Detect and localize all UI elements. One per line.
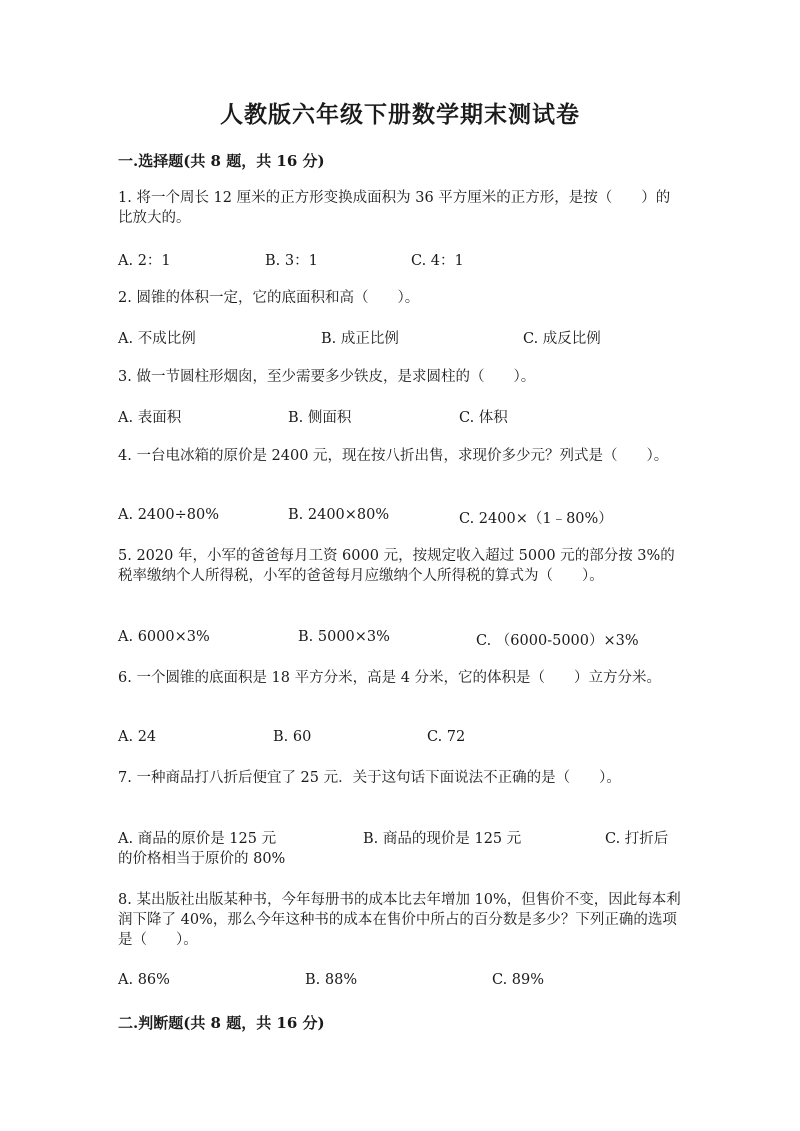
section-heading-judgment: 二.判断题(共 8 题，共 16 分) <box>118 1014 325 1032</box>
options-3 <box>118 406 683 426</box>
section-heading-choice: 一.选择题(共 8 题，共 16 分) <box>118 152 325 170</box>
options-1 <box>118 249 683 269</box>
question-3: 3. 做一节圆柱形烟囱，至少需要多少铁皮，是求圆柱的（ ）。 <box>118 369 536 385</box>
option-a: A. 表面积 <box>118 410 182 426</box>
option-b: B. 88% <box>305 972 358 988</box>
option-c: C. 成反比例 <box>523 331 601 347</box>
option-a: A. 86% <box>118 972 170 988</box>
option-c: C. 89% <box>492 972 545 988</box>
question-4: 4. 一台电冰箱的原价是 2400 元，现在按八折出售，求现价多少元？列式是（ ）。 <box>118 448 669 464</box>
option-c: C. 4：1 <box>411 253 464 269</box>
option-b: B. 商品的现价是 125 元 <box>363 831 522 847</box>
options-4 <box>118 507 683 527</box>
options-8 <box>118 972 683 992</box>
option-c: C. 打折后 <box>605 831 669 847</box>
question-5: 5. 2020 年，小军的爸爸每月工资 6000 元，按规定收入超过 5000 元的部分按 3%的税率缴纳个人所得税，小军的爸爸每月应缴纳个人所得税的算式为（ ）。 <box>118 548 675 584</box>
option-b: B. 侧面积 <box>288 410 352 426</box>
option-b: B. 2400×80% <box>288 507 390 523</box>
option-a: A. 商品的原价是 125 元 <box>118 831 277 847</box>
question-7: 7. 一种商品打八折后便宜了 25 元．关于这句话下面说法不正确的是（ ）。 <box>118 770 621 786</box>
option-b: B. 5000×3% <box>298 629 390 645</box>
option-c: C. 72 <box>427 729 466 745</box>
option-a: A. 6000×3% <box>118 629 210 645</box>
option-a: A. 2：1 <box>118 253 171 269</box>
option-c: C. 体积 <box>459 410 508 426</box>
option-a: A. 不成比例 <box>118 331 196 347</box>
option-c: C. 2400×（1﹣80%） <box>459 511 613 527</box>
option-b: B. 成正比例 <box>321 331 399 347</box>
question-8: 8. 某出版社出版某种书，今年每册书的成本比去年增加 10%，但售价不变，因此每本利润下降了 40%，那么今年这种书的成本在售价中所占的百分数是多少？下列正确的选项是（ ）。 <box>118 892 681 948</box>
option-b: B. 3：1 <box>265 253 318 269</box>
option-c: C. （6000-5000）×3% <box>476 633 639 649</box>
option-c-continued: 的价格相当于原价的 80% <box>118 851 286 867</box>
options-2 <box>118 327 683 347</box>
options-7 <box>118 829 683 869</box>
option-b: B. 60 <box>273 729 312 745</box>
question-1: 1. 将一个周长 12 厘米的正方形变换成面积为 36 平方厘米的正方形，是按（ ）的比放大的。 <box>118 190 671 226</box>
question-6: 6. 一个圆锥的底面积是 18 平方分米，高是 4 分米，它的体积是（ ）立方分米。 <box>118 670 662 686</box>
question-2: 2. 圆锥的体积一定，它的底面积和高（ ）。 <box>118 290 420 306</box>
options-6 <box>118 729 683 749</box>
option-a: A. 2400÷80% <box>118 507 219 523</box>
page-title: 人教版六年级下册数学期末测试卷 <box>220 101 580 128</box>
options-5 <box>118 629 683 649</box>
option-a: A. 24 <box>118 729 157 745</box>
